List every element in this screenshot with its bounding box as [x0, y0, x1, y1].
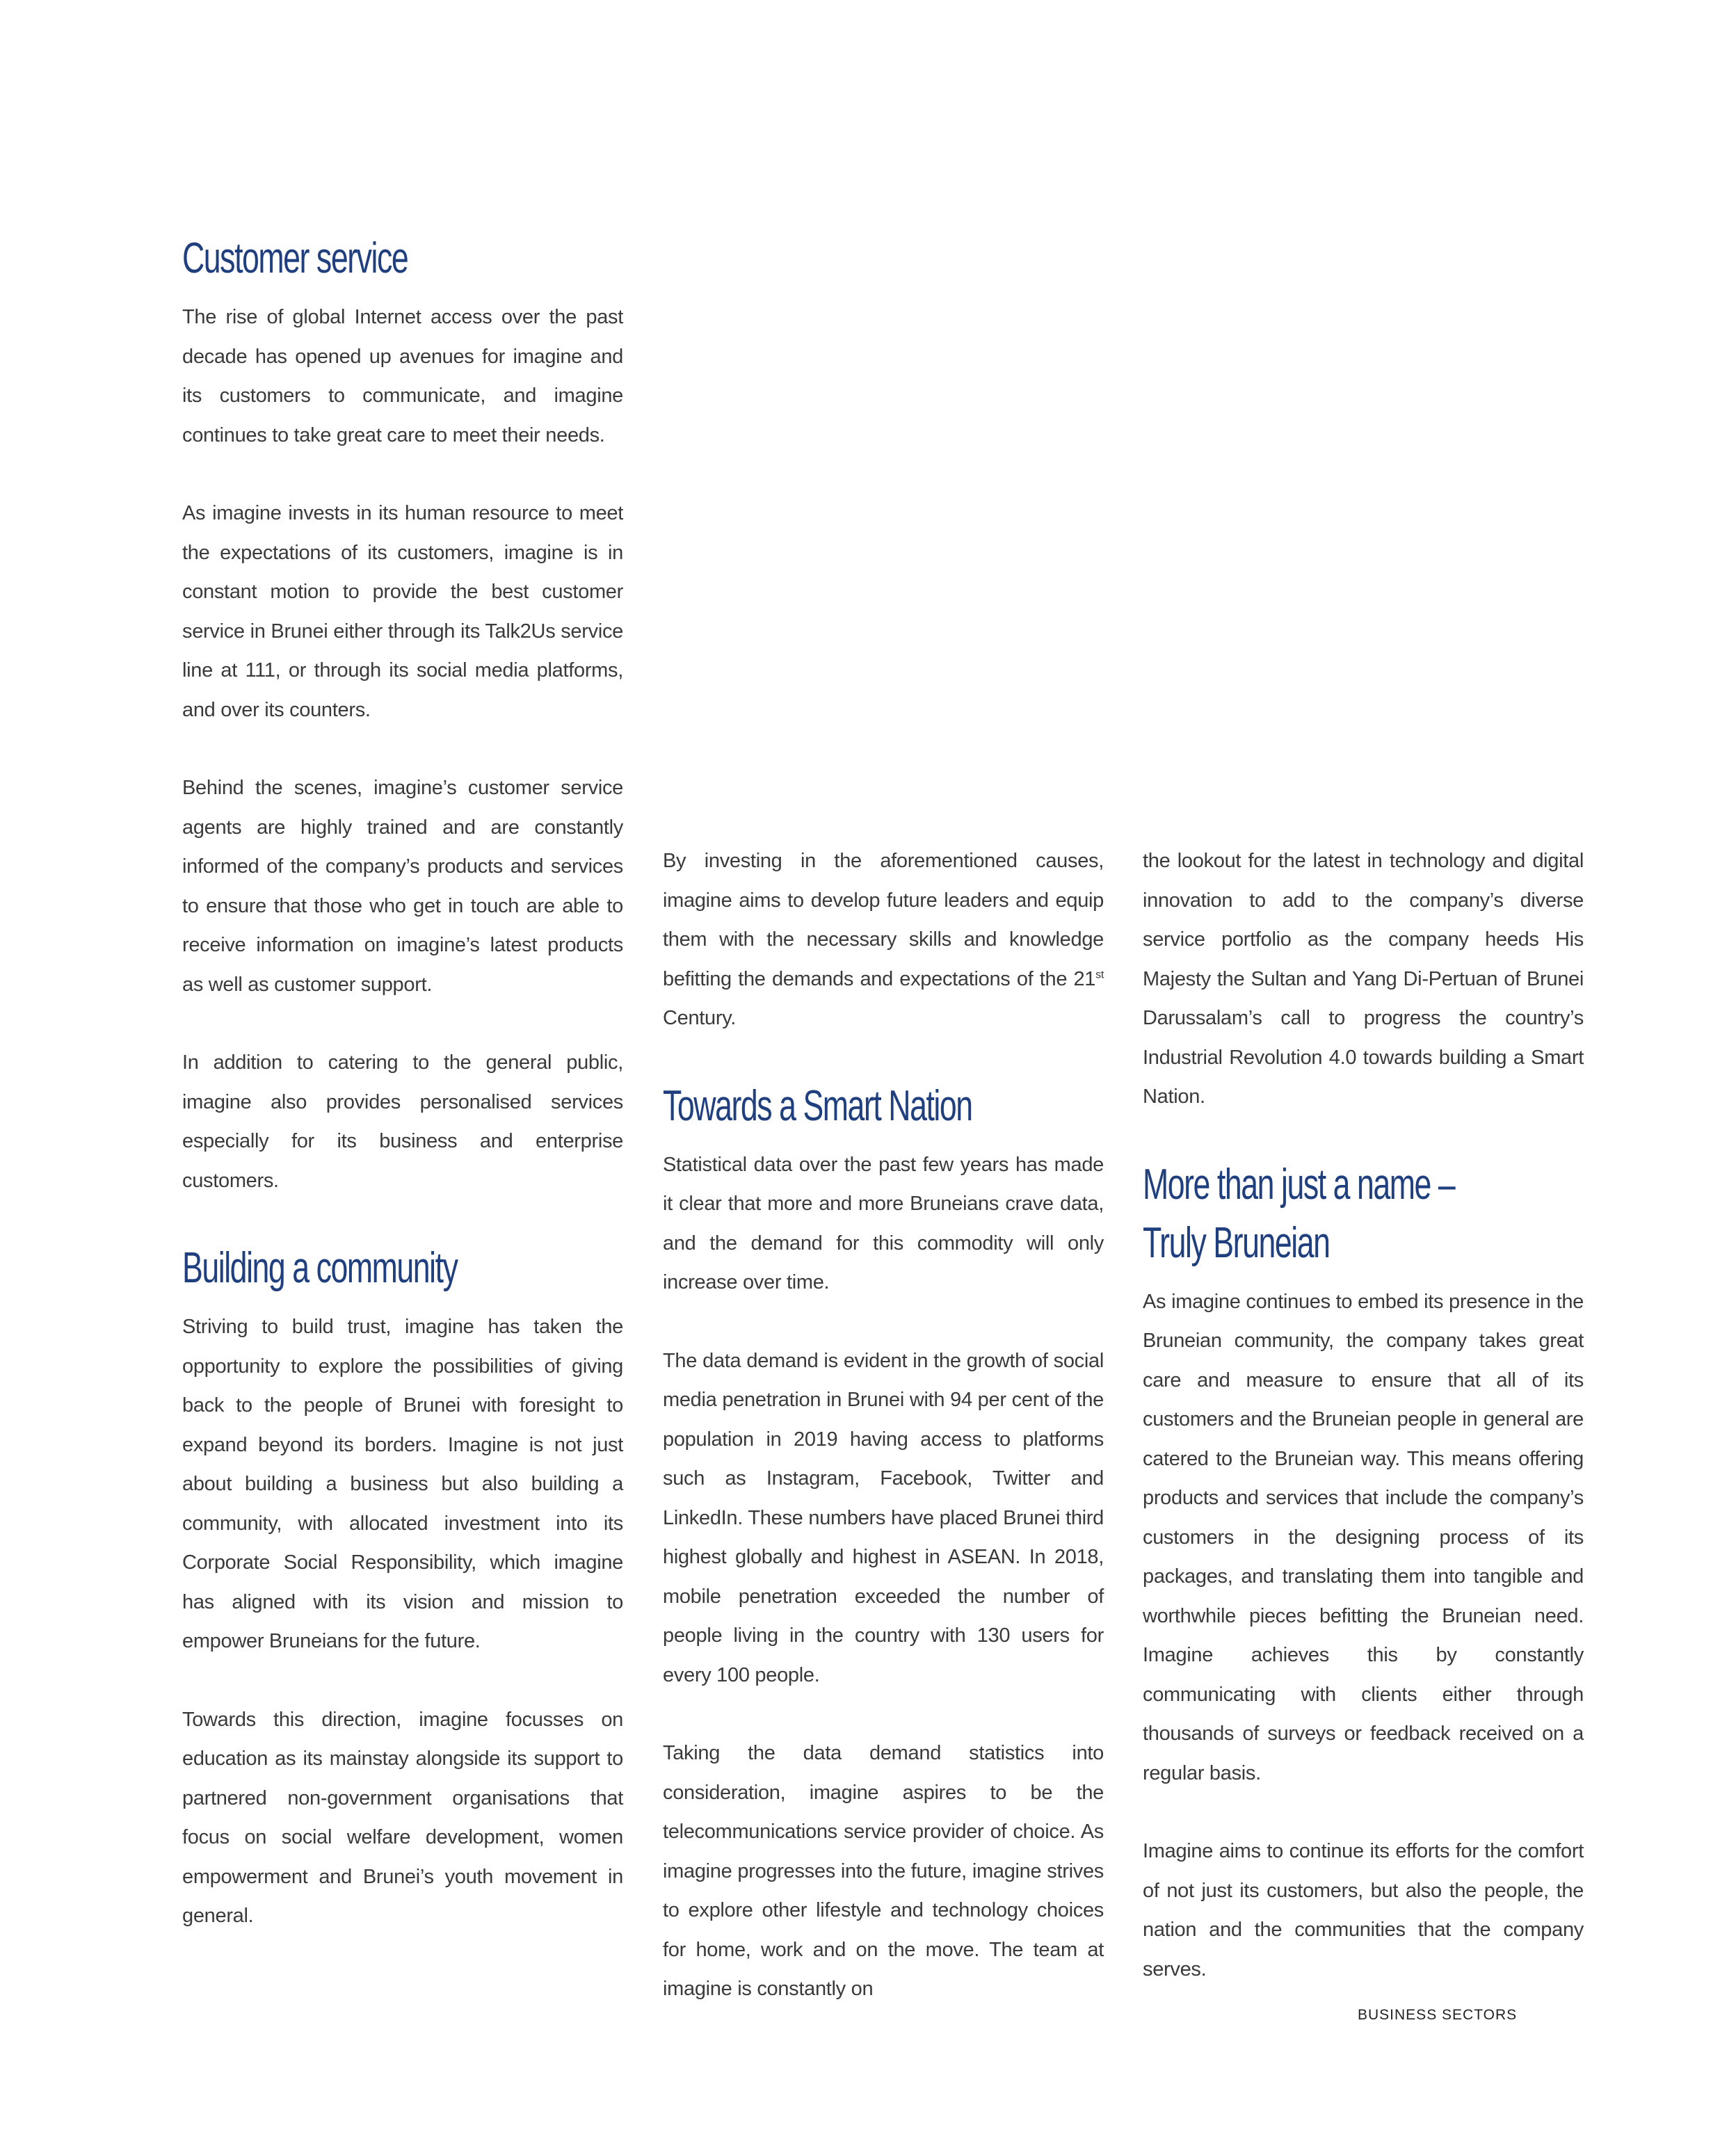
building-community-paragraph-2: Towards this direction, imagine focusses on education as its mainstay alongside its support to partnered non-government organisations that focus on social welfare development, women empowerment and Brunei’s youth movement in general. — [182, 1708, 623, 1927]
intro-paragraph-end: Century. — [663, 1007, 737, 1029]
intro-paragraph-start: By investing in the aforementioned causes, imagine aims to develop future leaders and equip them with the necessary skills and knowledge befitting the demands and expectations of the 21 — [663, 850, 1104, 990]
intro-paragraph — [663, 841, 1104, 1038]
customer-service-paragraph-4: In addition to catering to the general public, imagine also provides personalised services especially for its business and enterprise customers. — [182, 1051, 623, 1192]
right-column — [1143, 841, 1584, 1989]
customer-service-paragraph-3: Behind the scenes, imagine’s customer service agents are highly trained and are constantly informed of the company’s products and services to ensure that those who get in touch are able to receive information on imagine’s latest products as well as customer support. — [182, 777, 623, 996]
building-community-heading: Building a community — [182, 1244, 458, 1292]
customer-service-paragraph-2: As imagine invests in its human resource to meet the expectations of its customers, imagine is in constant motion to provide the best customer service in Brunei either through its Talk2Us service line at 111, or through its social media platforms, and over its counters. — [182, 502, 623, 721]
truly-bruneian-heading-line-1: More than just a name – — [1143, 1160, 1455, 1209]
customer-service-paragraph-1: The rise of global Internet access over the past decade has opened up avenues for imagine and its customers to communicate, and imagine continues to take great care to meet their needs. — [182, 306, 623, 446]
truly-bruneian-paragraph-1: As imagine continues to embed its presence in the Bruneian community, the company takes great care and measure to ensure that all of its customers and the Bruneian people in general are catered to the Bruneian way. This means offering products and services that include the company’s customers in the designing process of its packages, and translating them into tangible and worthwhile pieces befitting the Bruneian need. Imagine achieves this by constantly communicating with clients either through thousands of surveys or feedback received on a regular basis. — [1143, 1290, 1584, 1784]
building-community-paragraph-1: Striving to build trust, imagine has taken the opportunity to explore the possibilities of giving back to the people of Brunei with foresight to expand beyond its borders. Imagine is not just about building a business but also building a community, with allocated investment into its Corporate Social Responsibility, which imagine has aligned with its vision and mission to empower Bruneians for the future. — [182, 1316, 623, 1652]
smart-nation-paragraph-3: Taking the data demand statistics into consideration, imagine aspires to be the telecommunications service provider of choice. As imagine progresses into the future, imagine strives to explore other lifestyle and technology choices for home, work and on the move. The team at imagine is constantly on — [663, 1742, 1104, 2000]
superscript-st: st — [1095, 968, 1104, 981]
customer-service-heading: Customer service — [182, 234, 408, 282]
truly-bruneian-paragraph-2: Imagine aims to continue its efforts for the comfort of not just its customers, but also the people, the nation and the communities that the company serves. — [1143, 1840, 1584, 1980]
left-column — [182, 229, 623, 1936]
middle-column — [663, 841, 1104, 2009]
truly-bruneian-heading — [1143, 1156, 1460, 1273]
smart-nation-heading: Towards a Smart Nation — [663, 1081, 972, 1130]
truly-bruneian-heading-line-2: Truly Bruneian — [1143, 1218, 1330, 1267]
section-label: BUSINESS SECTORS — [1358, 2007, 1518, 2023]
smart-nation-paragraph-2: The data demand is evident in the growth of social media penetration in Brunei with 94 per cent of the population in 2019 having access to platforms such as Instagram, Facebook, Twitter and LinkedIn. These numbers have placed Brunei third highest globally and highest in ASEAN. In 2018, mobile penetration exceeded the number of people living in the country with 130 users for every 100 people. — [663, 1349, 1104, 1686]
continuation-paragraph: the lookout for the latest in technology and digital innovation to add to the company’s diverse service portfolio as the company heeds His Majesty the Sultan and Yang Di-Pertuan of Brunei Darussalam’s call to progress the country’s Industrial Revolution 4.0 towards building a Smart Nation. — [1143, 850, 1584, 1108]
smart-nation-paragraph-1: Statistical data over the past few years has made it clear that more and more Bruneians crave data, and the demand for this commodity will only increase over time. — [663, 1153, 1104, 1293]
